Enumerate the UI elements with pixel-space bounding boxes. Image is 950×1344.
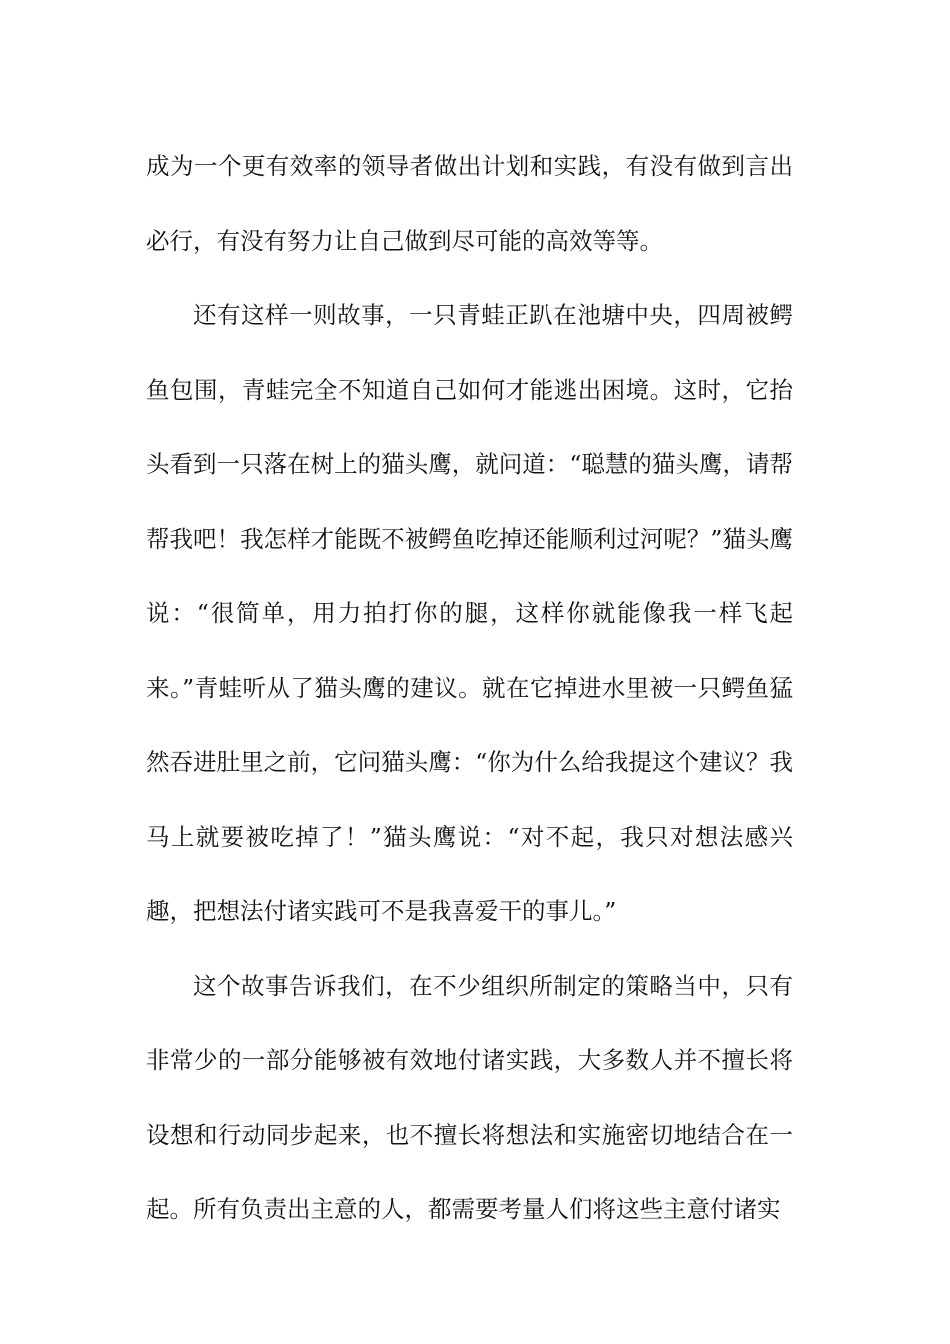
paragraph-continuation: 成为一个更有效率的领导者做出计划和实践，有没有做到言出必行，有没有努力让自己做到尽可能的高效等等。 — [146, 152, 793, 255]
paragraph-lesson: 这个故事告诉我们，在不少组织所制定的策略当中，只有非常少的一部分能够被有效地付诸实践，大多数人并不擅长将设想和行动同步起来，也不擅长将想法和实施密切地结合在一起。所有负责出主意的人，都需要考量人们将这些主意付诸实 — [146, 971, 793, 1223]
paragraph-frog-story: 还有这样一则故事，一只青蛙正趴在池塘中央，四周被鳄鱼包围，青蛙完全不知道自己如何才能逃出困境。这时，它抬头看到一只落在树上的猫头鹰，就问道：“聪慧的猫头鹰，请帮帮我吧！我怎样才能既不被鳄鱼吃掉还能顺利过河呢？”猫头鹰说：“很简单，用力拍打你的腿，这样你就能像我一样飞起来。”青蛙听从了猫头鹰的建议。就在它掉进水里被一只鳄鱼猛然吞进肚里之前，它问猫头鹰：“你为什么给我提这个建议？我马上就要被吃掉了！”猫头鹰说：“对不起，我只对想法感兴趣，把想法付诸实践可不是我喜爱干的事儿。” — [146, 301, 793, 925]
body-text — [146, 129, 793, 1247]
